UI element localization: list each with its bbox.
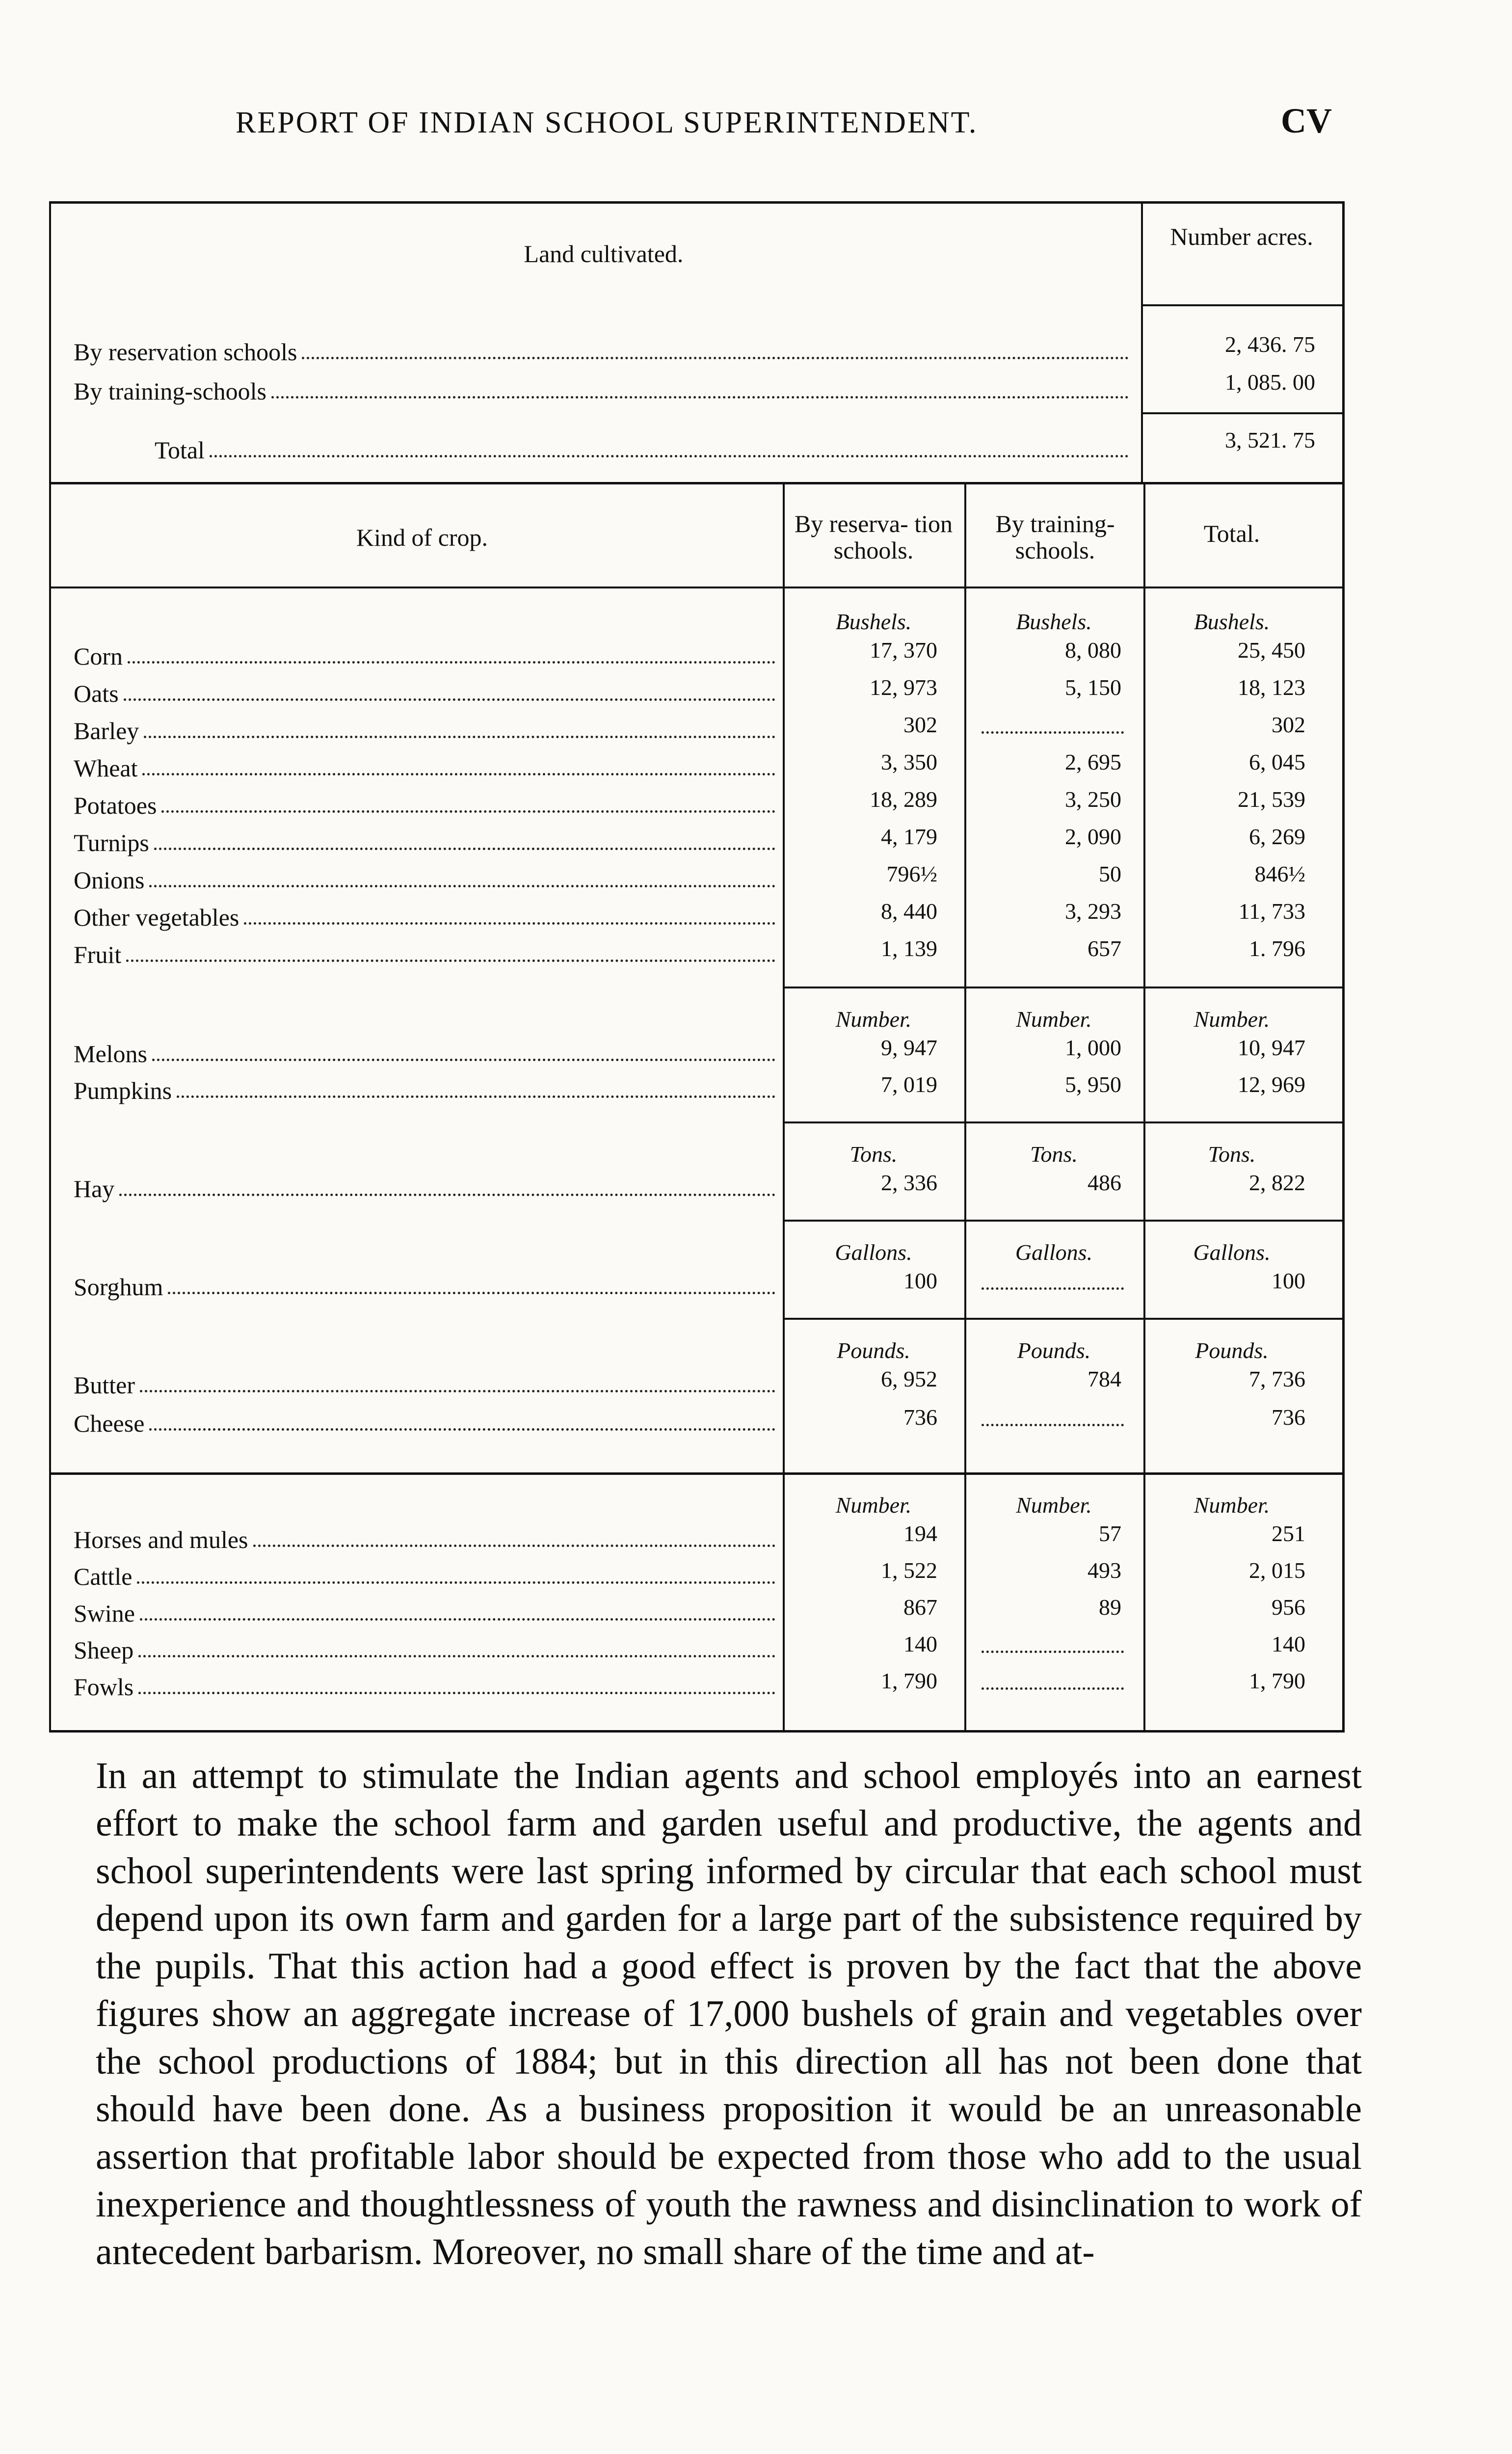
crop-label: Cheese: [74, 1410, 145, 1437]
leader-dots: [126, 960, 775, 962]
leader-dots: [138, 1692, 775, 1694]
leader-dots: [161, 810, 775, 813]
crop-label: Fowls: [74, 1673, 134, 1701]
value-total: 956: [1272, 1595, 1305, 1620]
crop-row: [74, 857, 775, 894]
crop-row: [74, 1517, 775, 1554]
value-total: 11, 733: [1238, 899, 1305, 924]
crop-label: Corn: [74, 642, 123, 670]
leader-dots: [137, 1581, 775, 1584]
crop-row: [74, 1590, 775, 1627]
value-training: 784: [1088, 1366, 1121, 1391]
crop-row: [74, 1664, 775, 1701]
page-number: CV: [1281, 101, 1332, 140]
land-acres-divider: [1141, 201, 1143, 483]
empty-cell-training: [981, 1287, 1124, 1290]
crop-label: Hay: [74, 1175, 115, 1202]
unit-label-total: Tons.: [1208, 1142, 1256, 1167]
value-total: 846½: [1254, 861, 1305, 886]
crop-row: [74, 820, 775, 857]
value-training: 493: [1088, 1558, 1121, 1583]
value-reservation: 8, 440: [881, 899, 937, 924]
value-reservation: 1, 139: [881, 936, 937, 961]
crop-label: Turnips: [74, 829, 149, 856]
value-training: 5, 150: [1065, 675, 1121, 700]
land-header-rule: [1141, 304, 1345, 306]
training-heading: By training- schools.: [995, 510, 1115, 564]
value-total: 7, 736: [1249, 1366, 1305, 1391]
land-row-label: By reservation schools: [74, 338, 297, 366]
crop-row: [74, 1067, 775, 1105]
leader-dots: [144, 736, 775, 738]
unit-label-reservation: Bushels.: [835, 609, 912, 634]
leader-dots: [149, 1428, 775, 1431]
value-total: 100: [1272, 1268, 1305, 1293]
value-total: 2, 822: [1249, 1170, 1305, 1195]
value-total: 6, 269: [1249, 824, 1305, 849]
reservation-heading: By reserva- tion schools.: [794, 510, 953, 564]
value-reservation: 2, 336: [881, 1170, 937, 1195]
unit-label-total: Number.: [1194, 1007, 1270, 1032]
unit-label-training: Bushels.: [1016, 609, 1092, 634]
value-total: 251: [1272, 1521, 1305, 1546]
crop-label: Horses and mules: [74, 1526, 248, 1553]
land-row-total: [155, 427, 1129, 464]
value-total: 12, 969: [1238, 1072, 1305, 1097]
unit-label-total: Bushels.: [1194, 609, 1270, 634]
empty-cell-training: [981, 731, 1124, 734]
group-rule-gallons: [783, 1220, 1345, 1222]
leader-dots: [210, 455, 1129, 457]
total-heading: Total.: [1203, 520, 1260, 547]
report-title: REPORT OF INDIAN SCHOOL SUPERINTENDENT.: [236, 106, 978, 139]
value-total: 302: [1272, 712, 1305, 737]
value-total: 736: [1272, 1405, 1305, 1430]
value-training: 486: [1088, 1170, 1121, 1195]
unit-label-reservation: Number.: [835, 1007, 912, 1032]
body-paragraph: [96, 1752, 1362, 2276]
crop-col-divider-3: [1143, 483, 1145, 1733]
crop-label: Barley: [74, 717, 139, 745]
unit-label-reservation: Gallons.: [835, 1240, 912, 1265]
crop-label: Sheep: [74, 1636, 134, 1664]
value-training: 50: [1099, 861, 1121, 886]
crop-label: Other vegetables: [74, 904, 239, 931]
value-total: 10, 947: [1238, 1035, 1305, 1060]
value-total: 1. 796: [1249, 936, 1305, 961]
land-value-training: 1, 085. 00: [1225, 370, 1315, 395]
group-rule-number: [783, 987, 1345, 988]
leader-dots: [140, 1390, 775, 1392]
value-reservation: 302: [903, 712, 937, 737]
crop-col-divider-1: [783, 483, 785, 1733]
leader-dots: [177, 1095, 775, 1098]
crop-row: [74, 1166, 775, 1203]
crop-label: Pumpkins: [74, 1077, 172, 1104]
unit-label-total: Pounds.: [1195, 1338, 1269, 1363]
crop-label: Sorghum: [74, 1273, 163, 1301]
crop-label: Swine: [74, 1600, 135, 1627]
value-reservation: 736: [903, 1405, 937, 1430]
unit-label-training: Number.: [1016, 1007, 1092, 1032]
empty-cell-training: [981, 1651, 1124, 1653]
unit-label-reservation: Tons.: [849, 1142, 898, 1167]
value-total: 18, 123: [1238, 675, 1305, 700]
group-rule-pounds: [783, 1318, 1345, 1320]
land-value-total: 3, 521. 75: [1225, 427, 1315, 453]
land-total-rule: [1141, 412, 1345, 414]
leader-dots: [149, 885, 775, 887]
body-text: In an attempt to stimulate the Indian agents and school employés into an earnest effort to make the school farm and garden useful and productive, the agents and school superintendents were last spring informed by circular that each school must depend upon its own farm and garden for a large part of the subsistence required by the pupils. That this action had a good effect is proven by the fact that the above figures show an aggregate increase of 17,000 bushels of grain and vegetables over the school productions of 1884; but in this direction all has not been done that should have been done. As a business proposition it would be an unreasonable assertion that profitable labor should be expected from those who add to the usual inexperience and thoughtlessness of youth the rawness and disinclination to work of antecedent barbarism. Moreover, no small share of the time and at-: [96, 1755, 1362, 2272]
value-reservation: 100: [903, 1268, 937, 1293]
value-training: 1, 000: [1065, 1035, 1121, 1060]
crop-row: [74, 782, 775, 820]
crop-label: Onions: [74, 866, 145, 894]
value-total: 1, 790: [1249, 1668, 1305, 1693]
value-training: 3, 250: [1065, 787, 1121, 812]
crop-row: [74, 932, 775, 969]
crop-row: [74, 633, 775, 670]
crop-label: Wheat: [74, 754, 138, 782]
value-reservation: 867: [903, 1595, 937, 1620]
crop-label: Butter: [74, 1371, 135, 1399]
unit-label-training: Number.: [1016, 1493, 1092, 1518]
unit-label-reservation: Pounds.: [837, 1338, 910, 1363]
value-total: 21, 539: [1238, 787, 1305, 812]
value-reservation: 9, 947: [881, 1035, 937, 1060]
value-training: 57: [1099, 1521, 1121, 1546]
crop-label: Oats: [74, 680, 119, 707]
crop-row: [74, 1031, 775, 1068]
crop-row: [74, 708, 775, 745]
value-training: 8, 080: [1065, 638, 1121, 663]
land-row-label: By training-schools: [74, 377, 267, 405]
value-reservation: 12, 973: [870, 675, 937, 700]
value-total: 6, 045: [1249, 749, 1305, 774]
empty-cell-training: [981, 1424, 1124, 1426]
value-reservation: 18, 289: [870, 787, 937, 812]
crop-row: [74, 670, 775, 708]
unit-label-reservation: Number.: [835, 1493, 912, 1518]
crop-label: Melons: [74, 1040, 147, 1067]
value-total: 140: [1272, 1631, 1305, 1656]
land-row-reservation: [74, 329, 1129, 366]
value-reservation: 1, 522: [881, 1558, 937, 1583]
crop-label: Fruit: [74, 941, 122, 968]
leader-dots: [244, 922, 775, 925]
value-reservation: 140: [903, 1631, 937, 1656]
land-row-training: [74, 368, 1129, 405]
crop-header-rule: [49, 587, 1345, 588]
leader-dots: [124, 698, 775, 701]
value-training: 89: [1099, 1595, 1121, 1620]
leader-dots: [138, 1655, 775, 1657]
value-training: 2, 695: [1065, 749, 1121, 774]
group-rule-tons: [783, 1121, 1345, 1123]
leader-dots: [140, 1618, 775, 1621]
leader-dots: [168, 1292, 775, 1294]
value-reservation: 7, 019: [881, 1072, 937, 1097]
value-reservation: 3, 350: [881, 749, 937, 774]
land-row-label: Total: [155, 436, 205, 464]
crop-row: [74, 1362, 775, 1399]
value-reservation: 796½: [886, 861, 937, 886]
value-total: 2, 015: [1249, 1558, 1305, 1583]
unit-label-total: Number.: [1194, 1493, 1270, 1518]
value-total: 25, 450: [1238, 638, 1305, 663]
kind-of-crop-heading: Kind of crop.: [356, 524, 488, 551]
unit-label-training: Pounds.: [1017, 1338, 1091, 1363]
leader-dots: [119, 1194, 775, 1196]
leader-dots: [302, 357, 1129, 359]
unit-label-total: Gallons.: [1193, 1240, 1271, 1265]
leader-dots: [152, 1059, 775, 1061]
crop-col-divider-2: [964, 483, 966, 1733]
page-header: [0, 101, 1512, 164]
crop-row: [74, 1264, 775, 1301]
empty-cell-training: [981, 1687, 1124, 1690]
land-cultivated-heading: Land cultivated.: [524, 240, 684, 267]
value-reservation: 1, 790: [881, 1668, 937, 1693]
crop-row: [74, 1553, 775, 1591]
value-reservation: 194: [903, 1521, 937, 1546]
leader-dots: [253, 1545, 776, 1547]
leader-dots: [154, 848, 775, 850]
value-training: 2, 090: [1065, 824, 1121, 849]
number-acres-heading: Number acres.: [1170, 223, 1313, 250]
livestock-separator: [49, 1472, 1345, 1475]
land-value-reservation: 2, 436. 75: [1225, 332, 1315, 357]
value-training: 3, 293: [1065, 899, 1121, 924]
leader-dots: [142, 773, 775, 775]
value-training: 657: [1088, 936, 1121, 961]
crop-row: [74, 1400, 775, 1438]
crop-row: [74, 894, 775, 932]
crop-label: Potatoes: [74, 792, 157, 819]
crop-row: [74, 745, 775, 782]
crop-label: Cattle: [74, 1563, 133, 1590]
unit-label-training: Tons.: [1030, 1142, 1078, 1167]
value-reservation: 17, 370: [870, 638, 937, 663]
value-reservation: 6, 952: [881, 1366, 937, 1391]
land-crop-separator: [49, 482, 1345, 484]
value-training: 5, 950: [1065, 1072, 1121, 1097]
leader-dots: [271, 396, 1129, 399]
crop-row: [74, 1627, 775, 1664]
unit-label-training: Gallons.: [1015, 1240, 1093, 1265]
value-reservation: 4, 179: [881, 824, 937, 849]
leader-dots: [128, 661, 775, 664]
